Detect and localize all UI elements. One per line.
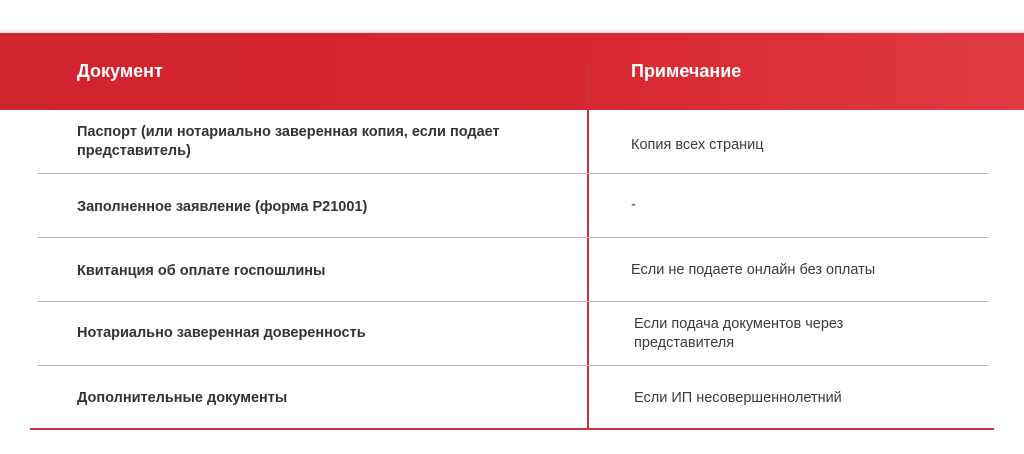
row-2-note: - <box>631 197 636 213</box>
row-1-document: Паспорт (или нотариально заверенная копия, если подает представитель) <box>77 124 500 159</box>
row-3-document: Квитанция об оплате госпошлины <box>77 263 326 279</box>
row-divider <box>37 173 988 174</box>
row-3-note: Если не подаете онлайн без оплаты <box>631 262 876 278</box>
column-header-document: Документ <box>77 61 163 81</box>
row-divider <box>37 365 988 366</box>
row-4-document: Нотариально заверенная доверенность <box>77 325 366 341</box>
row-4-note: Если подача документов через представителя <box>634 316 844 351</box>
column-header-note: Примечание <box>631 61 742 81</box>
row-divider <box>37 237 988 238</box>
table-bottom-border <box>30 428 994 430</box>
row-1-note: Копия всех страниц <box>631 137 764 153</box>
column-divider <box>587 62 589 430</box>
row-5-note: Если ИП несовершеннолетний <box>634 390 842 406</box>
row-divider <box>37 301 988 302</box>
row-5-document: Дополнительные документы <box>77 390 288 406</box>
row-2-document: Заполненное заявление (форма Р21001) <box>77 199 368 215</box>
